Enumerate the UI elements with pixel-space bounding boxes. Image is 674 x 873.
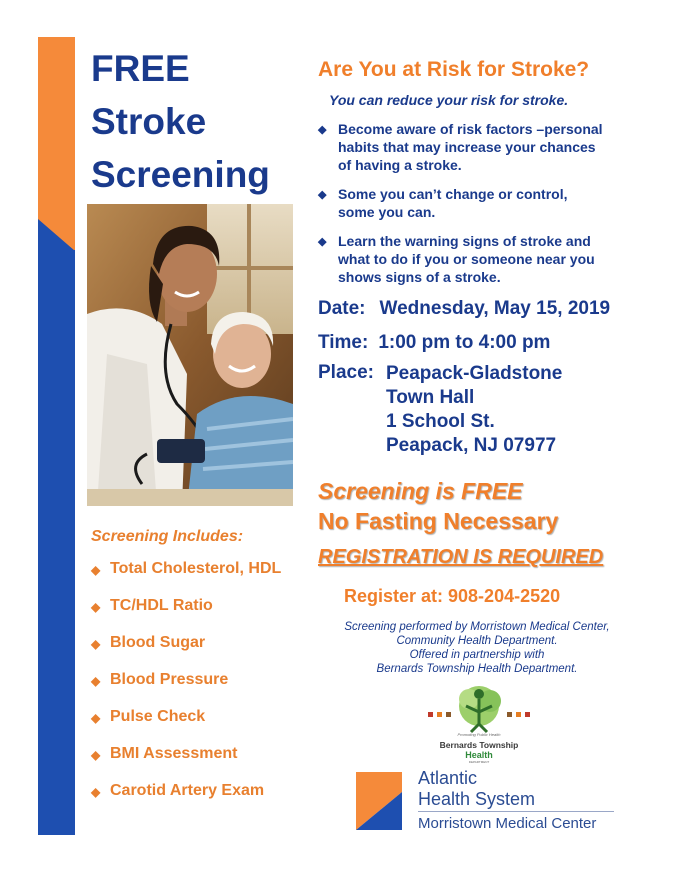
time-label: Time: — [318, 332, 369, 353]
list-item — [91, 782, 281, 819]
screening-includes-list — [91, 560, 281, 819]
ahs-divider — [418, 811, 614, 812]
list-item-label: Carotid Artery Exam — [110, 782, 265, 799]
fasting-line: No Fasting Necessary — [318, 508, 559, 534]
list-item — [91, 745, 281, 782]
text-line: some you can. — [338, 204, 436, 220]
screening-includes-heading: Screening Includes: — [91, 528, 244, 545]
free-line: Screening is FREE — [318, 478, 523, 504]
time-value: 1:00 pm to 4:00 pm — [378, 332, 551, 353]
note-line: Offered in partnership with — [409, 649, 545, 661]
text-line: of having a stroke. — [338, 157, 462, 173]
text-line: Learn the warning signs of stroke and — [338, 233, 591, 249]
list-item-label: TC/HDL Ratio — [110, 597, 213, 614]
accent-bar-orange — [38, 37, 75, 250]
diamond-bullet-icon: ◆ — [318, 124, 327, 136]
nurse-patient-photo — [87, 204, 293, 506]
diamond-bullet-icon: ◆ — [91, 785, 101, 799]
registration-required: REGISTRATION IS REQUIRED — [318, 546, 604, 568]
list-item-label: Blood Sugar — [110, 634, 206, 651]
place-address — [386, 362, 562, 458]
diamond-bullet-icon: ◆ — [318, 236, 327, 248]
text-line: Become aware of risk factors –personal — [338, 121, 603, 137]
list-item — [91, 671, 281, 708]
text-line: habits that may increase your chances — [338, 139, 596, 155]
ahs-name-line1: Atlantic — [418, 768, 478, 788]
text-line: shows signs of a stroke. — [338, 269, 501, 285]
address-line: Town Hall — [386, 387, 475, 408]
bernards-health: Health — [465, 750, 493, 760]
accent-bar-blue — [38, 250, 75, 835]
risk-bullets — [318, 120, 638, 297]
note-line: Community Health Department. — [396, 635, 558, 647]
event-time — [318, 332, 550, 354]
diamond-bullet-icon: ◆ — [91, 637, 101, 651]
diamond-bullet-icon: ◆ — [91, 748, 101, 762]
ahs-subname: Morristown Medical Center — [418, 815, 597, 832]
register-phone: Register at: 908-204-2520 — [344, 586, 561, 606]
atlantic-health-logo-icon — [356, 772, 402, 830]
list-item — [318, 120, 638, 174]
list-item-text — [338, 185, 567, 221]
headline-line: Screening — [91, 154, 270, 195]
list-item — [91, 597, 281, 634]
list-item — [318, 232, 638, 286]
list-item-label: BMI Assessment — [110, 745, 238, 762]
list-item-label: Blood Pressure — [110, 671, 229, 688]
list-item — [91, 634, 281, 671]
address-line: 1 School St. — [386, 411, 495, 432]
diamond-bullet-icon: ◆ — [318, 189, 327, 201]
list-item — [91, 560, 281, 597]
list-item-label: Pulse Check — [110, 708, 206, 725]
list-item-label: Total Cholesterol, HDL — [110, 560, 282, 577]
date-label: Date: — [318, 298, 366, 319]
ahs-name-line2: Health System — [418, 789, 536, 809]
diamond-bullet-icon: ◆ — [91, 600, 101, 614]
bernards-name: Bernards Township — [439, 740, 519, 750]
risk-heading: Are You at Risk for Stroke? — [318, 58, 590, 81]
headline-line: Stroke — [91, 101, 207, 142]
address-line: Peapack-Gladstone — [386, 363, 563, 384]
bernards-dept: DEPARTMENT — [468, 760, 490, 764]
headline — [91, 42, 270, 201]
bernards-tagline: Promoting Public Health — [457, 732, 501, 737]
address-line: Peapack, NJ 07977 — [386, 435, 557, 456]
diamond-bullet-icon: ◆ — [91, 674, 101, 688]
text-line: Some you can’t change or control, — [338, 186, 568, 202]
diamond-bullet-icon: ◆ — [91, 711, 101, 725]
note-line: Screening performed by Morristown Medical Center, — [344, 621, 610, 633]
event-date — [318, 298, 610, 320]
free-notice — [318, 476, 558, 536]
event-place — [318, 362, 562, 458]
place-label: Place: — [318, 362, 374, 383]
headline-line: FREE — [91, 48, 190, 89]
date-value: Wednesday, May 15, 2019 — [379, 298, 611, 319]
list-item — [318, 185, 638, 221]
diamond-bullet-icon: ◆ — [91, 563, 101, 577]
risk-subheading: You can reduce your risk for stroke. — [329, 92, 569, 108]
list-item — [91, 708, 281, 745]
text-line: what to do if you or someone near you — [338, 251, 595, 267]
list-item-text — [338, 232, 595, 286]
performed-by-note — [320, 620, 634, 676]
list-item-text — [338, 120, 603, 174]
note-line: Bernards Township Health Department. — [376, 663, 578, 675]
